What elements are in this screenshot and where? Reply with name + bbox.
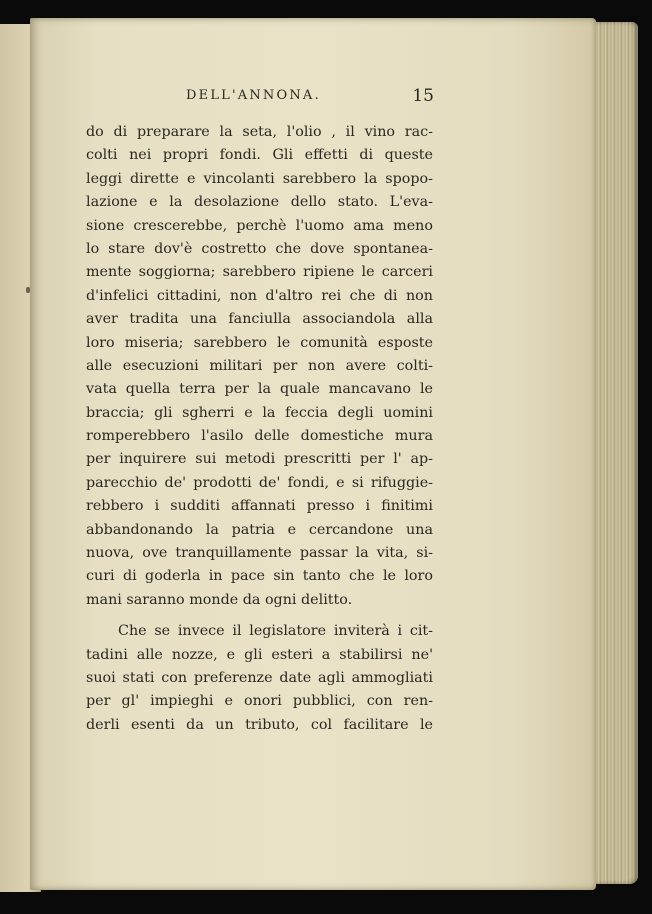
text-line: do di preparare la seta, l'olio , il vino rac- (86, 124, 433, 140)
running-title: DELL'ANNONA. (186, 88, 321, 103)
text-line: mente soggiorna; sarebbero ripiene le carceri (86, 264, 433, 281)
text-line: nuova, ove tranquillamente passar la vita, si- (86, 545, 433, 562)
text-line: derli esenti da un tributo, col facilitare le (86, 716, 433, 733)
text-line: romperebbero l'asilo delle domestiche mura (86, 428, 433, 445)
text-line: vata quella terra per la quale mancavano le (86, 381, 433, 398)
text-line: colti nei propri fondi. Gli effetti di queste (86, 147, 433, 164)
text-line: alle esecuzioni militari per non avere colti- (86, 357, 433, 374)
body-text (86, 121, 433, 737)
text-line: per inquirere sui metodi prescritti per l' ap- (86, 451, 433, 468)
text-line: parecchio de' prodotti de' fondi, e si rifuggie- (86, 474, 433, 491)
text-line: rebbero i sudditi affannati presso i finitimi (86, 498, 433, 515)
text-line: sione crescerebbe, perchè l'uomo ama meno (86, 217, 433, 234)
text-line: lazione e la desolazione dello stato. L'eva- (86, 194, 433, 211)
ink-spot (26, 287, 30, 293)
text-line: loro miseria; sarebbero le comunità esposte (86, 334, 433, 351)
text-line: mani saranno monde da ogni delitto. (86, 591, 353, 608)
page-edges (590, 22, 638, 884)
text-line: tadini alle nozze, e gli esteri a stabilirsi ne' (86, 646, 433, 663)
text-line: braccia; gli sgherri e la feccia degli uomini (86, 404, 433, 421)
text-line: leggi dirette e vincolanti sarebbero la spopo- (86, 170, 433, 187)
running-head (186, 86, 436, 112)
text-line: d'infelici cittadini, non d'altro rei che di non (86, 287, 433, 304)
paragraph-gap (86, 612, 433, 620)
text-line: Che se invece il legislatore inviterà i cit- (118, 623, 433, 640)
text-line: lo stare dov'è costretto che dove spontanea- (86, 240, 433, 257)
text-line: suoi stati con preferenze date agli ammogliati (86, 669, 433, 686)
text-line: abbandonando la patria e cercandone una (86, 521, 433, 538)
text-line: per gl' impieghi e onori pubblici, con ren- (86, 693, 433, 710)
page-number: 15 (412, 86, 434, 106)
text-line: curi di goderla in pace sin tanto che le loro (86, 568, 433, 585)
text-line: aver tradita una fanciulla associandola alla (86, 311, 433, 328)
